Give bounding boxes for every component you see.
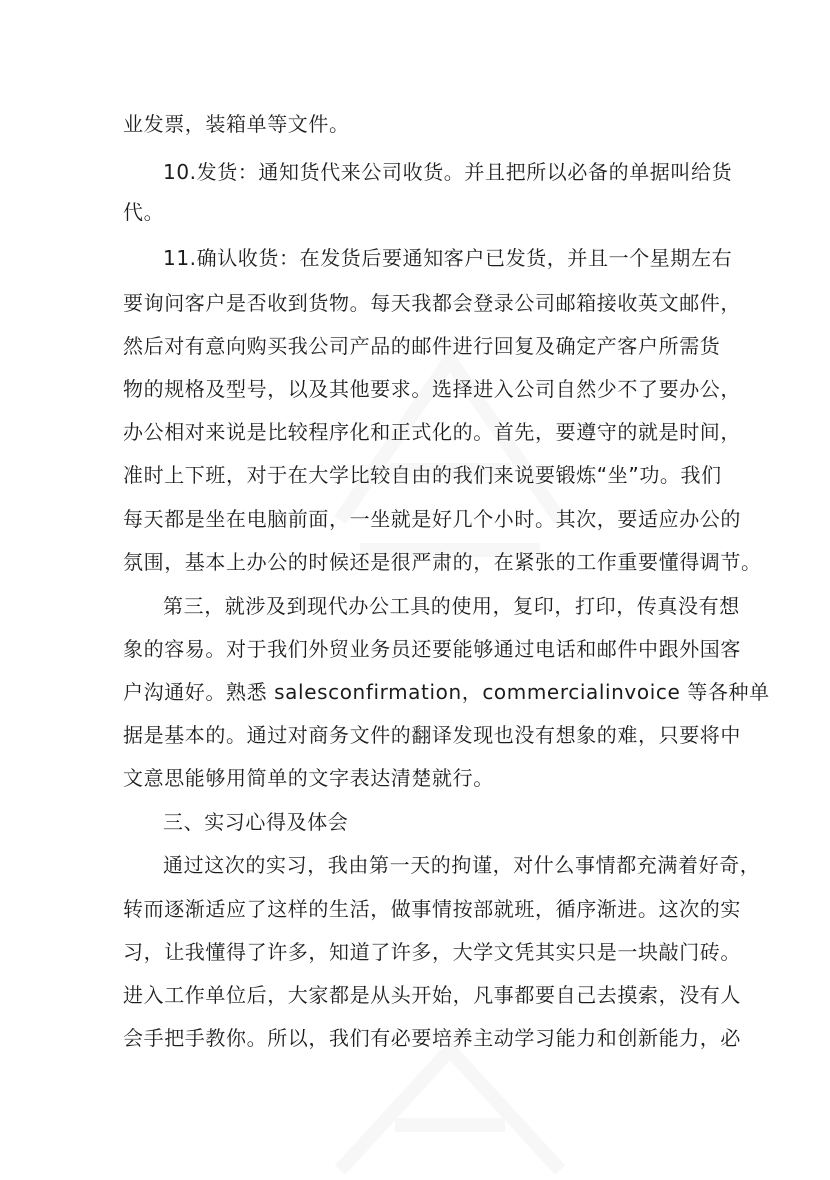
body-text-line: 准时上下班，对于在大学比较自由的我们来说要锻炼“坐”功。我们 [123, 463, 722, 487]
body-text-line: 会手把手教你。所以，我们有必要培养主动学习能力和创新能力，必 [123, 1026, 741, 1050]
body-text-line: 每天都是坐在电脑前面，一坐就是好几个小时。其次，要适应办公的 [123, 507, 741, 531]
body-text-line: 据是基本的。通过对商务文件的翻译发现也没有想象的难，只要将中 [123, 723, 741, 747]
body-text-line: 习，让我懂得了许多，知道了许多，大学文凭其实只是一块敲门砖。 [123, 940, 741, 964]
body-text-line: 转而逐渐适应了这样的生活，做事情按部就班，循序渐进。这次的实 [123, 897, 741, 921]
body-text-line: 进入工作单位后，大家都是从头开始，凡事都要自己去摸索，没有人 [123, 983, 741, 1007]
body-text-line: 物的规格及型号，以及其他要求。选择进入公司自然少不了要办公， [123, 377, 741, 401]
body-text-line: 然后对有意向购买我公司产品的邮件进行回复及确定产客户所需货 [123, 334, 721, 358]
section-heading: 三、实习心得及体会 [163, 810, 349, 834]
body-text-line: 户沟通好。熟悉 salesconfirmation，commercialinvoice 等各种单 [123, 680, 770, 704]
body-text-line: 氛围，基本上办公的时候还是很严肃的，在紧张的工作重要懂得调节。 [123, 550, 762, 574]
body-text-line: 11.确认收货：在发货后要通知客户已发货，并且一个星期左右 [163, 246, 733, 270]
body-text-line: 要询问客户是否收到货物。每天我都会登录公司邮箱接收英文邮件， [123, 291, 741, 315]
body-text-line: 业发票，装箱单等文件。 [123, 112, 350, 136]
body-text-line: 通过这次的实习，我由第一天的拘谨，对什么事情都充满着好奇， [163, 853, 761, 877]
body-text-line: 文意思能够用简单的文字表达清楚就行。 [123, 766, 494, 790]
body-text-line: 10.发货：通知货代来公司收货。并且把所以必备的单据叫给货 [163, 160, 733, 184]
watermark-logo-icon [300, 1030, 600, 1180]
body-text-line: 象的容易。对于我们外贸业务员还要能够通过电话和邮件中跟外国客 [123, 637, 741, 661]
body-text-line: 第三，就涉及到现代办公工具的使用，复印，打印，传真没有想 [163, 594, 740, 618]
body-text-line: 代。 [123, 200, 165, 224]
body-text-line: 办公相对来说是比较程序化和正式化的。首先，要遵守的就是时间， [123, 420, 741, 444]
